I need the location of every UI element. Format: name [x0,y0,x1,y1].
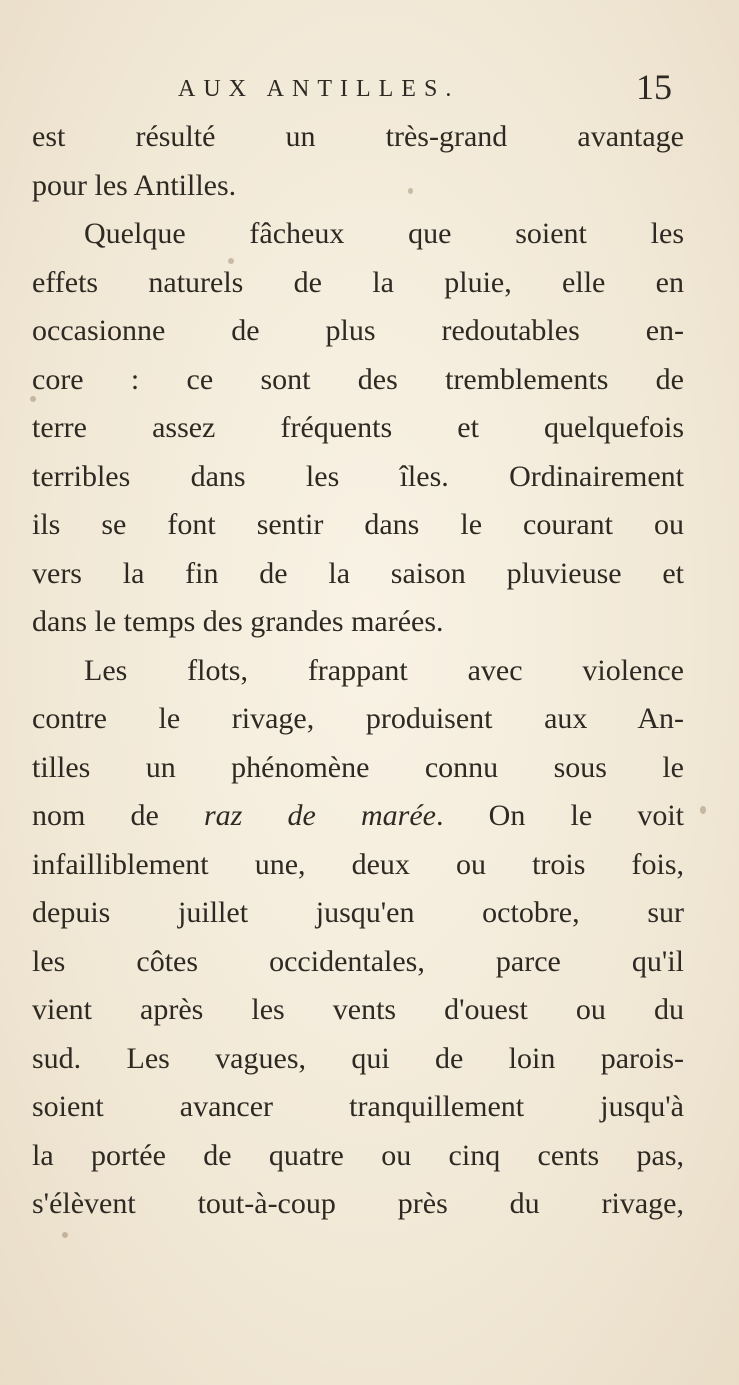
foxing-spot [700,806,706,814]
paragraph-start-line: Quelque fâcheux que soient les [84,217,684,250]
foxing-spot [408,188,413,194]
text-line: terribles dans les îles. Ordinairement [32,459,684,493]
text-line: vient après les vents d'ouest ou du [32,993,684,1026]
text-line: sud. Les vagues, qui de loin parois- [32,1041,684,1075]
text-line: vers la fin de la saison pluvieuse et [32,556,684,590]
running-head [0,66,739,116]
text-segment: nom de [32,799,204,832]
page-number: 15 [636,67,672,107]
paragraph-start-line: Les flots, frappant avec violence [84,653,684,687]
text-line: tilles un phénomène connu sous le [32,750,684,784]
text-line-with-italic [32,792,684,841]
foxing-spot [30,396,36,402]
text-line: soient avancer tranquillement jusqu'à [32,1090,684,1123]
text-line: la portée de quatre ou cinq cents pas, [32,1138,684,1172]
body-text [32,113,684,1229]
text-line: pour les Antilles. [32,168,237,202]
text-line: occasionne de plus redoutables en- [32,314,684,347]
text-line: les côtes occidentales, parce qu'il [32,944,684,978]
text-line: est résulté un très-grand avantage [32,120,684,153]
foxing-spot [228,258,234,264]
text-segment: . On le voit [435,799,684,832]
text-line: core : ce sont des tremblements de [32,362,684,396]
text-line: s'élèvent tout-à-coup près du rivage, [32,1187,684,1220]
text-line: effets naturels de la pluie, elle en [32,265,684,299]
text-line: infailliblement une, deux ou trois fois, [32,847,684,881]
text-line: terre assez fréquents et quelquefois [32,411,684,444]
italic-term: raz de marée [204,799,436,832]
text-line: ils se font sentir dans le courant ou [32,508,684,541]
text-line: depuis juillet jusqu'en octobre, sur [32,896,684,929]
text-line: dans le temps des grandes marées. [32,605,444,638]
text-line: contre le rivage, produisent aux An- [32,702,684,735]
running-head-title: AUX ANTILLES. [178,76,460,102]
foxing-spot [62,1232,68,1238]
